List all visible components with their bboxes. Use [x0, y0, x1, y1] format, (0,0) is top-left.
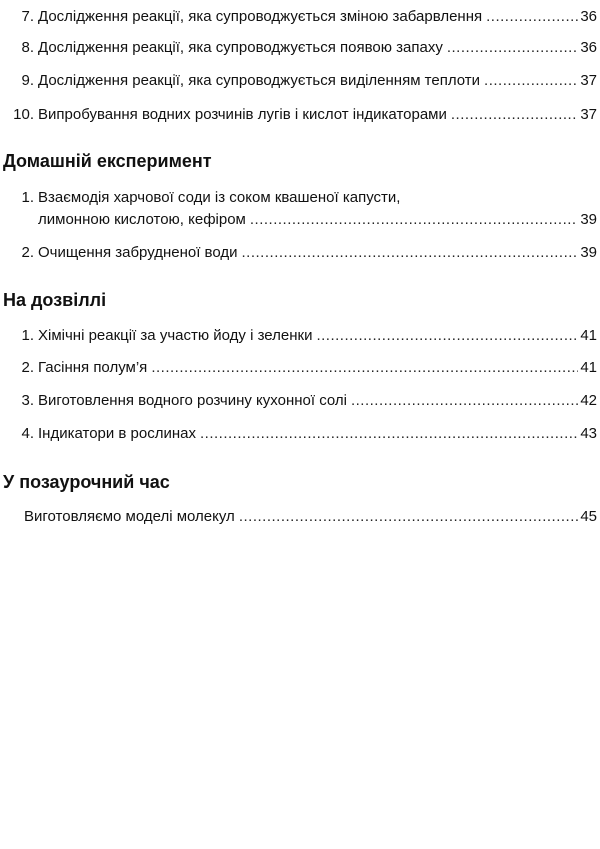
entry-title: Очищення забрудненої води [38, 244, 238, 261]
entry-number: 10. [13, 106, 34, 123]
entry-page-number: 41 [580, 327, 597, 344]
entry-page-number: 37 [580, 72, 597, 89]
entry-number: 2. [21, 359, 34, 376]
dot-leader [239, 507, 579, 527]
entry-number: 1. [21, 189, 34, 206]
entry-title-line2: лимонною кислотою, кефіром [38, 211, 246, 228]
entry-title: Дослідження реакції, яка супроводжується виділенням теплоти [38, 72, 481, 89]
entry-page-number: 43 [580, 425, 597, 442]
entry-page-number: 36 [580, 8, 597, 25]
entry-title: Дослідження реакції, яка супроводжується появою запаху [38, 39, 443, 56]
dot-leader [451, 105, 578, 125]
entry-page-number: 39 [580, 244, 597, 261]
entry-title: Гасіння полум’я [38, 359, 148, 376]
entry-title: Виготовляємо моделі молекул [24, 508, 235, 525]
entry-title-line1: Взаємодія харчової соди із соком квашеної капусти, [38, 189, 401, 206]
dot-leader [200, 424, 578, 444]
toc-entry-home-1[interactable] [0, 188, 600, 232]
entry-number: 7. [21, 8, 34, 25]
dot-leader [151, 358, 578, 378]
entry-number: 1. [21, 327, 34, 344]
entry-title: Хімічні реакції за участю йоду і зеленки [38, 327, 313, 344]
entry-page-number: 39 [580, 211, 597, 228]
entry-page-number: 45 [580, 508, 597, 525]
entry-title: Виготовлення водного розчину кухонної солі [38, 392, 347, 409]
entry-page-number: 37 [580, 106, 597, 123]
entry-title: Індикатори в рослинах [38, 425, 196, 442]
entry-number: 4. [21, 425, 34, 442]
entry-page-number: 42 [580, 392, 597, 409]
entry-title: Випробування водних розчинів лугів і кислот індикаторами [38, 106, 447, 123]
section-heading-extracurricular: У позаурочний час [3, 472, 170, 492]
dot-leader [316, 326, 578, 346]
dot-leader [242, 243, 579, 263]
dot-leader [447, 38, 578, 58]
dot-leader [250, 210, 578, 230]
dot-leader [484, 71, 578, 91]
dot-leader [351, 391, 578, 411]
entry-number: 3. [21, 392, 34, 409]
section-heading-leisure: На дозвіллі [3, 290, 107, 310]
entry-page-number: 41 [580, 359, 597, 376]
dot-leader [486, 7, 578, 27]
entry-page-number: 36 [580, 39, 597, 56]
entry-number: 9. [21, 72, 34, 89]
section-heading-home-experiment: Домашній експеримент [3, 151, 212, 171]
entry-title: Дослідження реакції, яка супроводжується зміною забарвлення [38, 8, 483, 25]
entry-number: 2. [21, 244, 34, 261]
entry-number: 8. [21, 39, 34, 56]
